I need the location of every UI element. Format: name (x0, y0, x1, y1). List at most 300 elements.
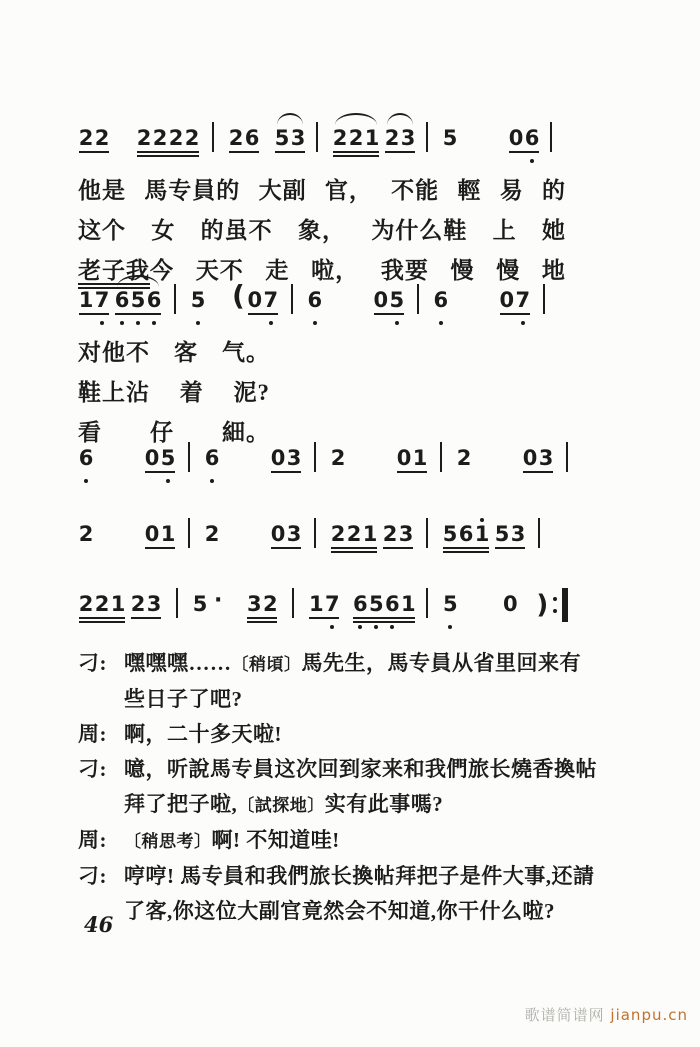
notes-row (78, 436, 568, 485)
note-digit: 5 (192, 592, 208, 616)
note (384, 582, 400, 631)
watermark-site-name: 歌谱简谱网 (524, 1006, 605, 1024)
note (78, 512, 94, 561)
note (78, 436, 94, 485)
octave-dot-low (84, 479, 88, 483)
lyric-word: 地 (541, 258, 566, 283)
note (474, 512, 490, 561)
beam-line (383, 547, 413, 549)
beam-line (79, 621, 125, 623)
octave-dot-low (152, 321, 156, 325)
note-group (246, 582, 278, 631)
lyric-word: 天不 (195, 258, 244, 283)
note (442, 512, 458, 561)
end-repeat-sign (536, 588, 568, 622)
barline (316, 122, 318, 152)
note (308, 582, 324, 631)
lyrics-row (78, 177, 566, 205)
note (510, 512, 526, 561)
note (368, 582, 384, 631)
lyric-word: 泥? (233, 380, 270, 405)
lyrics-row (78, 379, 270, 407)
lyric-word: 上 (492, 218, 517, 243)
note (396, 436, 412, 485)
note (78, 278, 94, 327)
note-digit: 7 (263, 288, 279, 312)
octave-dot-low (374, 625, 378, 629)
beam-line (115, 313, 161, 315)
note-digit: 3 (286, 446, 302, 470)
barline (426, 588, 428, 618)
note-group (114, 278, 162, 327)
note (522, 436, 538, 485)
note-digit: 2 (456, 446, 472, 470)
lyrics-row (78, 217, 566, 245)
lyric-word: 看 (78, 420, 102, 445)
note-group (204, 436, 220, 485)
note (286, 512, 302, 561)
note-group (78, 278, 110, 327)
octave-dot-low (269, 321, 273, 325)
note-digit: 3 (290, 126, 306, 150)
note-digit: 1 (160, 522, 176, 546)
notes-row (78, 512, 540, 561)
note-digit: 0 (247, 288, 263, 312)
dialogue-text (124, 717, 600, 752)
note (352, 582, 368, 631)
note (398, 512, 414, 561)
note-digit: 6 (114, 288, 130, 312)
note-group (382, 512, 414, 561)
note-group (442, 116, 458, 165)
note-group (78, 582, 126, 631)
beam-line (495, 547, 525, 549)
beam-line (443, 551, 489, 553)
speaker-label: 刁: (78, 864, 107, 888)
score-line (78, 436, 568, 485)
note-group (494, 512, 526, 561)
note-digit: 2 (78, 592, 94, 616)
note-digit: 2 (382, 522, 398, 546)
barline (426, 122, 428, 152)
octave-dot-low (330, 625, 334, 629)
note (499, 278, 515, 327)
note-group (332, 116, 380, 165)
note-digit: 1 (401, 592, 416, 616)
beam-line (79, 313, 109, 315)
speaker-label: 刁: (78, 757, 107, 781)
note (110, 582, 126, 631)
note-digit: 1 (412, 446, 428, 470)
note (286, 436, 302, 485)
lyric-word: 細。 (222, 420, 270, 445)
note-digit: 2 (330, 446, 346, 470)
beam-line (509, 151, 539, 153)
note (262, 582, 278, 631)
note-group (373, 278, 405, 327)
beam-line (443, 547, 489, 549)
note (228, 116, 244, 165)
note-group (384, 116, 416, 165)
note-digit: 2 (384, 126, 400, 150)
octave-dot-low (210, 479, 214, 483)
note-group (442, 512, 490, 561)
note-group (204, 512, 220, 561)
dialogue-segment: 啊! 不知道哇! (211, 828, 340, 852)
note (494, 512, 510, 561)
note (442, 116, 458, 165)
note-group (78, 116, 110, 165)
dialogue-segment: 噫，听說馬专員这次回到家来和我們旅长燒香換帖拜了把子啦, (124, 757, 597, 816)
note (502, 582, 518, 631)
note-digit: 2 (184, 126, 200, 150)
dialogue-text (124, 823, 600, 859)
note (508, 116, 524, 165)
note-digit: 5 (369, 592, 384, 616)
note-digit: 6 (307, 288, 323, 312)
lyric-word: 他是 (78, 178, 126, 203)
note (330, 436, 346, 485)
note-group (270, 512, 302, 561)
note-digit: 1 (474, 522, 490, 546)
lyric-word: 象， (297, 218, 346, 243)
lyric-word: 老子我今 (78, 257, 174, 285)
note (144, 436, 160, 485)
note (246, 582, 262, 631)
lyric-word: 官， (324, 178, 373, 203)
note (136, 116, 152, 165)
note (456, 436, 472, 485)
note (524, 116, 540, 165)
speaker-label: 周: (78, 722, 107, 746)
note (515, 278, 531, 327)
lyric-underlined: 老子我 (78, 258, 150, 289)
note-digit: 6 (146, 288, 162, 312)
note (160, 512, 176, 561)
dialogue-text (124, 646, 600, 717)
lyric-word: 她 (541, 218, 566, 243)
note (270, 512, 286, 561)
note-digit: 6 (353, 592, 368, 616)
beam-line (275, 151, 305, 153)
dialogue-segment: 哼哼! 馬专員和我們旅长換帖拜把子是件大事,还請了客,你这位大副官竟然会不知道,你干什么啦? (124, 864, 595, 923)
barline (188, 442, 190, 472)
note-digit: 2 (94, 592, 110, 616)
dialogue-line (78, 646, 600, 717)
lyric-word: 不能 (391, 178, 440, 203)
dialogue-line (78, 717, 600, 752)
note-digit: 6 (244, 126, 260, 150)
note (382, 512, 398, 561)
note-digit: 3 (247, 592, 262, 616)
note (78, 582, 94, 631)
note-digit: 7 (325, 592, 340, 616)
dialogue-line (78, 823, 600, 859)
note (538, 436, 554, 485)
note (152, 116, 168, 165)
note-digit: 1 (362, 522, 378, 546)
slur (387, 113, 413, 125)
note-group (130, 582, 162, 631)
lyric-word: 我要 (380, 258, 429, 283)
octave-dot-low (439, 321, 443, 325)
note (244, 116, 260, 165)
note-group (78, 436, 94, 485)
octave-dot-low (120, 321, 124, 325)
watermark (525, 1004, 688, 1025)
beam-line (247, 617, 277, 619)
note-digit: 2 (130, 592, 146, 616)
octave-dot-low (358, 625, 362, 629)
dialogue-segment: 嘿嘿嘿…… (124, 651, 232, 675)
note-digit: 2 (348, 126, 364, 150)
barline (550, 122, 552, 152)
beam-line (333, 155, 379, 157)
note-digit: 1 (78, 288, 94, 312)
note (263, 278, 279, 327)
note (389, 278, 405, 327)
beam-line (137, 155, 199, 157)
dialogue-segment: 实有此事嗎? (324, 792, 444, 816)
dialogue-line (78, 859, 600, 929)
augmentation-dot: · (214, 588, 223, 613)
barline (440, 442, 442, 472)
note-digit: 2 (152, 126, 168, 150)
note-digit: 6 (433, 288, 449, 312)
barline (291, 284, 293, 314)
beam-line (397, 471, 427, 473)
note-digit: 6 (458, 522, 474, 546)
repeat-dots (553, 597, 557, 613)
beam-line (79, 617, 125, 619)
notes-row (78, 278, 545, 327)
lyric-word: 鞋上沾 (78, 380, 150, 405)
octave-dot-low (521, 321, 525, 325)
note-group (78, 512, 94, 561)
note-digit: 2 (204, 522, 220, 546)
note-digit: 5 (190, 288, 206, 312)
note-digit: 5 (274, 126, 290, 150)
octave-dot-low (448, 625, 452, 629)
lyric-word: 慢 (496, 258, 521, 283)
note-digit: 1 (309, 592, 324, 616)
note-digit: 2 (136, 126, 152, 150)
beam-line (229, 151, 259, 153)
barline (188, 518, 190, 548)
note (307, 278, 323, 327)
lyric-word: 的 (541, 178, 566, 203)
lyric-word: 慢 (450, 258, 475, 283)
beam-line (247, 621, 277, 623)
barline (212, 122, 214, 152)
note-digit: 2 (94, 126, 110, 150)
lyric-word: 女 (151, 218, 176, 243)
note-digit: 3 (398, 522, 414, 546)
note (346, 512, 362, 561)
note-digit: 2 (346, 522, 362, 546)
note-digit: 2 (332, 126, 348, 150)
stage-direction: 〔稍思考〕 (124, 832, 212, 851)
lyric-word: 气。 (222, 340, 270, 365)
note-digit: 0 (396, 446, 412, 470)
note-group (330, 512, 378, 561)
note-digit: 6 (78, 446, 94, 470)
barline (292, 588, 294, 618)
octave-dot-low (196, 321, 200, 325)
note-digit: 2 (263, 592, 278, 616)
note (78, 116, 94, 165)
note (94, 582, 110, 631)
note (184, 116, 200, 165)
beam-line (353, 621, 415, 623)
note (412, 436, 428, 485)
note (204, 512, 220, 561)
octave-dot-low (390, 625, 394, 629)
speaker-label: 周: (78, 828, 107, 852)
dialogue-segment: 啊，二十多天啦! (124, 722, 282, 746)
lyric-word: 大副 (258, 178, 307, 203)
beam-line (271, 547, 301, 549)
note-digit: 2 (228, 126, 244, 150)
note (94, 116, 110, 165)
note (168, 116, 184, 165)
note-group (508, 116, 540, 165)
octave-dot-low (136, 321, 140, 325)
note (442, 582, 458, 631)
barline (176, 588, 178, 618)
note-group (442, 582, 458, 631)
beam-line (145, 471, 175, 473)
lyrics-row (78, 339, 270, 367)
stage-direction: 〔試探地〕 (237, 796, 325, 815)
dialogue-text (124, 859, 600, 929)
beam-line (309, 617, 339, 619)
note-digit: 3 (146, 592, 162, 616)
repeat-barline (562, 588, 568, 622)
note-digit: 0 (373, 288, 389, 312)
beam-line (331, 547, 377, 549)
note-digit: 1 (364, 126, 380, 150)
note-group (274, 116, 306, 165)
beam-line (137, 151, 199, 153)
barline (426, 518, 428, 548)
notes-row (78, 116, 566, 165)
notes-row (78, 582, 568, 631)
close-paren: ) (536, 590, 549, 620)
stage-direction: 〔稍頃〕 (231, 655, 302, 674)
barline (314, 518, 316, 548)
note (94, 278, 110, 327)
note (362, 512, 378, 561)
note-digit: 0 (270, 446, 286, 470)
barline (314, 442, 316, 472)
note (330, 512, 346, 561)
note-digit: 5 (443, 592, 458, 616)
note-digit: 0 (522, 446, 538, 470)
note-group (499, 278, 531, 327)
score-line (78, 512, 540, 561)
note (433, 278, 449, 327)
note (190, 278, 206, 327)
note-digit: 0 (508, 126, 524, 150)
note-digit: 2 (168, 126, 184, 150)
lyric-word: 的虽不 (200, 218, 273, 243)
note-digit: 0 (270, 522, 286, 546)
note-group (456, 436, 472, 485)
note (373, 278, 389, 327)
beam-line (385, 151, 415, 153)
note-digit: 3 (400, 126, 416, 150)
note-group (307, 278, 323, 327)
speaker-label: 刁: (78, 651, 107, 675)
octave-dot-low (100, 321, 104, 325)
note (247, 278, 263, 327)
note-digit: 0 (144, 522, 160, 546)
lyric-word: 馬专員的 (144, 178, 241, 203)
lyric-word: 对他不 (78, 340, 150, 365)
beam-line (333, 151, 379, 153)
page-number: 46 (84, 912, 114, 937)
lyric-word: 輕 (457, 178, 482, 203)
note-digit: 5 (160, 446, 176, 470)
dialogue-segment: 馬先生，馬专員从省里回来有些日子了吧? (124, 651, 581, 711)
note (400, 582, 416, 631)
octave-dot-low (395, 321, 399, 325)
note-group (190, 278, 206, 327)
slur (335, 113, 377, 125)
beam-line (248, 313, 278, 315)
note-group (136, 116, 200, 165)
note (130, 582, 146, 631)
barline (543, 284, 545, 314)
dialogue-section (78, 646, 600, 929)
note (270, 436, 286, 485)
note-digit: 0 (499, 288, 515, 312)
note-digit: 0 (503, 592, 518, 616)
barline (538, 518, 540, 548)
note (192, 582, 208, 631)
score-line (78, 278, 545, 447)
note-digit: 3 (538, 446, 554, 470)
note-digit: 6 (385, 592, 400, 616)
lyric-word: 这个 (78, 218, 126, 243)
score-line (78, 116, 566, 285)
beam-line (331, 551, 377, 553)
note-group (144, 436, 176, 485)
open-paren: ( (232, 279, 245, 312)
note-group (352, 582, 416, 631)
beam-line (523, 471, 553, 473)
note-digit: 2 (78, 522, 94, 546)
note-digit: 5 (442, 522, 458, 546)
note-digit: 3 (286, 522, 302, 546)
slur (277, 113, 303, 125)
dialogue-text (124, 752, 600, 823)
note-group (502, 582, 518, 631)
beam-line (131, 617, 161, 619)
note (324, 582, 340, 631)
note-group (308, 582, 340, 631)
note-group (433, 278, 449, 327)
note-group (144, 512, 176, 561)
beam-line (353, 617, 415, 619)
octave-dot-low (530, 159, 534, 163)
lyric-word: 仔 (150, 420, 174, 445)
note-digit: 0 (144, 446, 160, 470)
lyric-word: 啦， (311, 258, 360, 283)
note-digit: 2 (78, 126, 94, 150)
note-digit: 5 (494, 522, 510, 546)
